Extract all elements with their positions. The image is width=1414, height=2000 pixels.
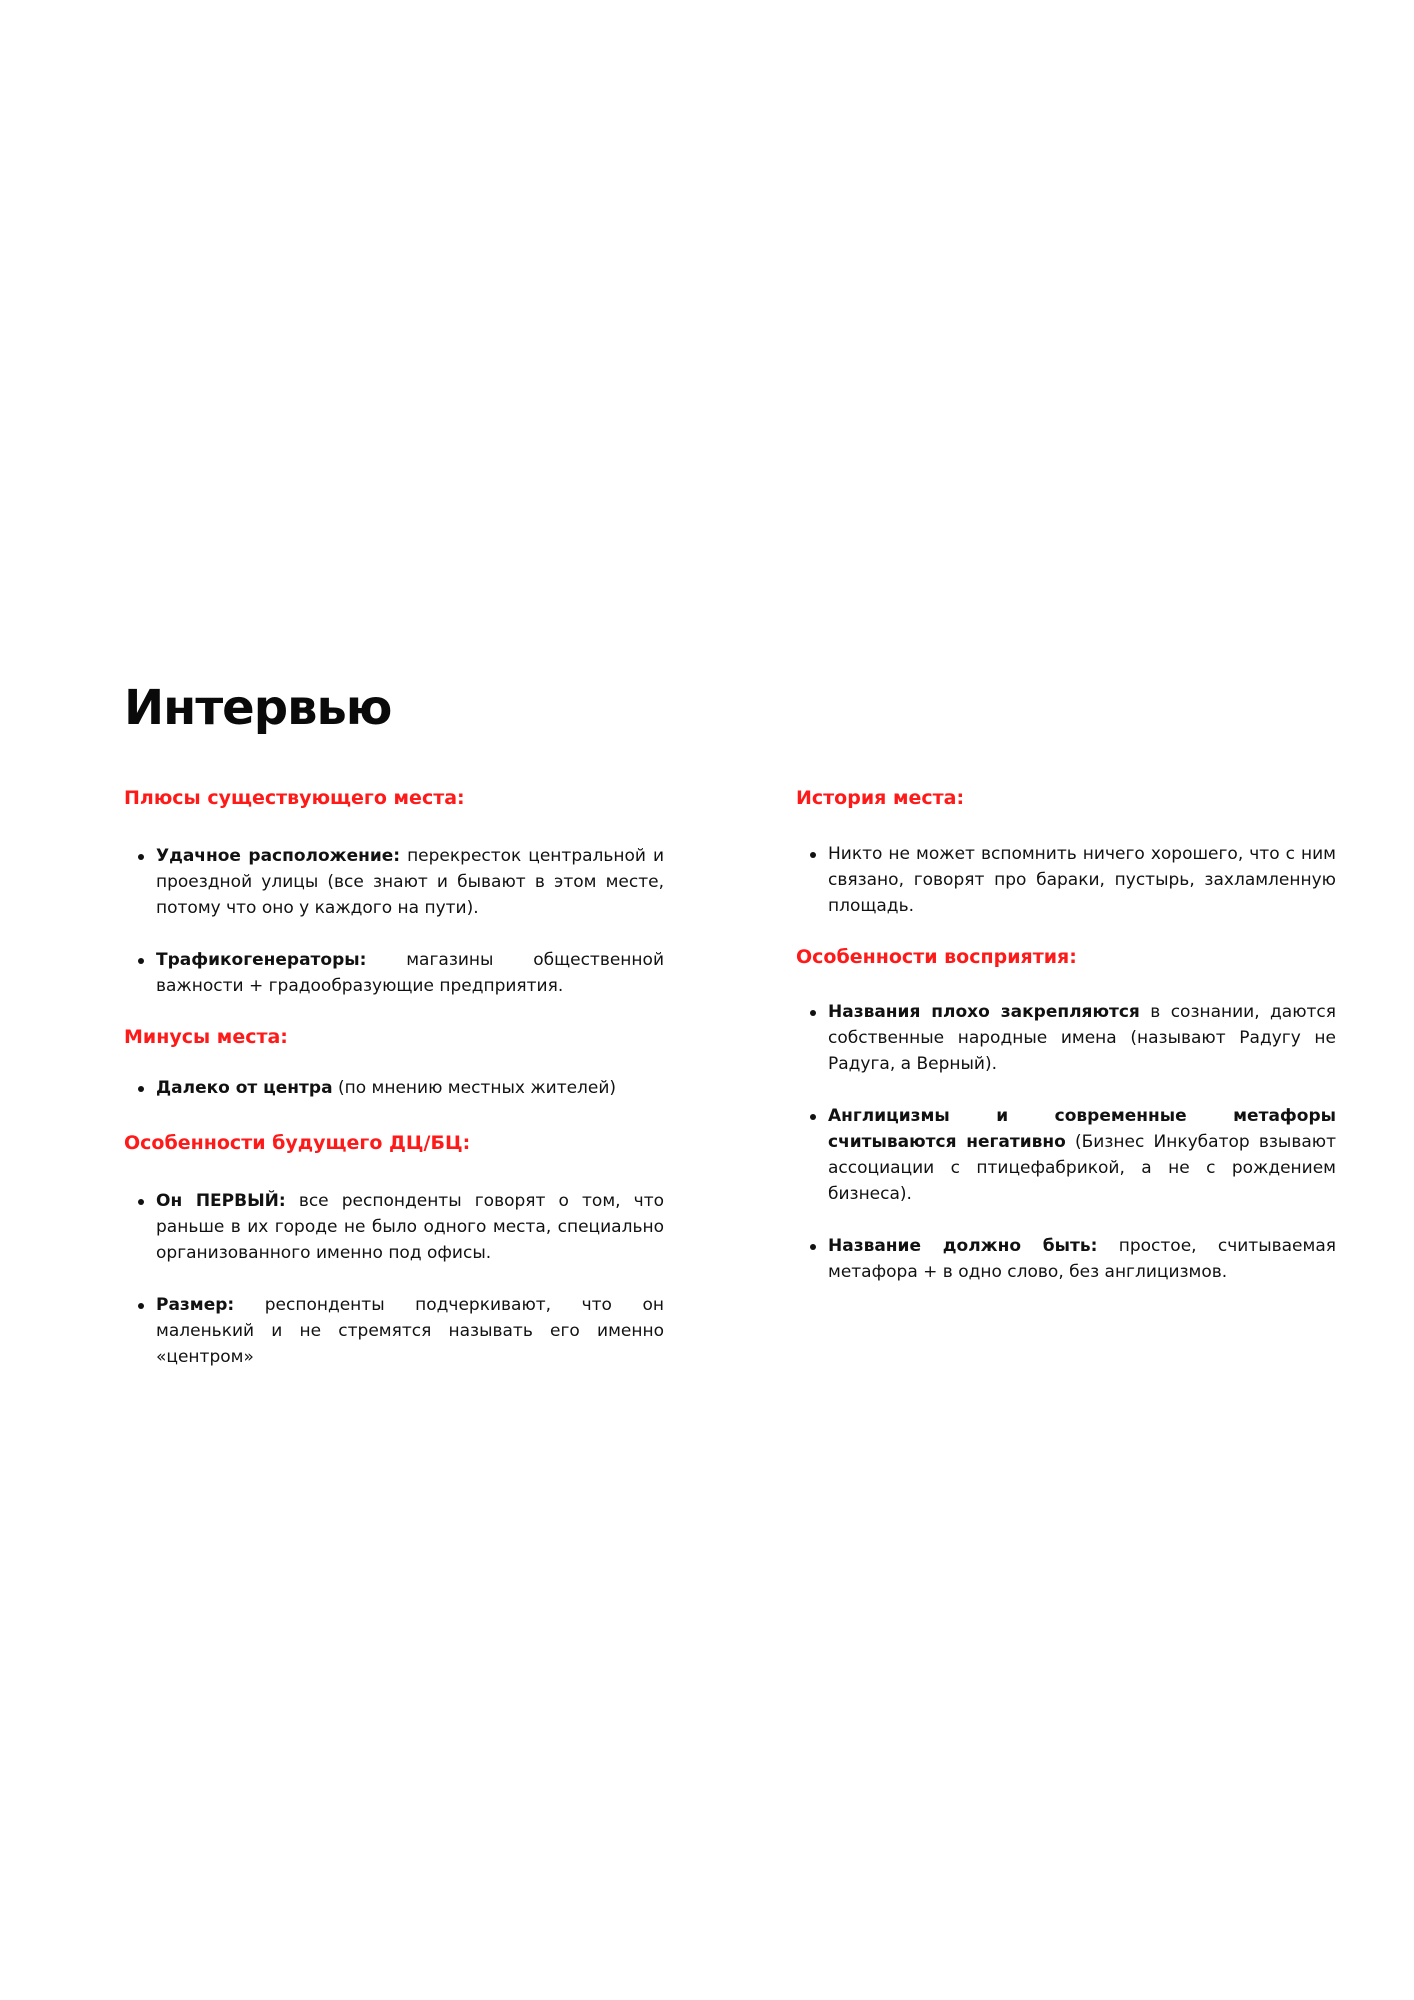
- right-column: [796, 786, 1336, 1285]
- future-heading: Особенности будущего ДЦ/БЦ:: [124, 1132, 471, 1155]
- perception-list: [796, 999, 1336, 1285]
- list-item-text: магазины общественной важности + градообразующие предприятия.: [156, 949, 664, 996]
- list-item-text: в сознании, даются собственные народные имена (называют Радугу не Радуга, а Верный).: [828, 1002, 1337, 1075]
- list-item: [124, 1188, 664, 1266]
- list-item-bold: Он ПЕРВЫЙ:: [156, 1191, 286, 1212]
- list-item-text: перекресток центральной и проездной улицы (все знают и бывают в этом месте, потому что оно у каждого на пути).: [156, 845, 664, 918]
- list-item: [796, 999, 1336, 1077]
- list-item: [796, 841, 1336, 919]
- list-item-text: респонденты подчеркивают, что он маленький и не стремятся называть его именно «центром»: [156, 1295, 664, 1368]
- list-item: [124, 1292, 664, 1370]
- list-item-text: простое, считываемая метафора + в одно слово, без англицизмов.: [828, 1236, 1336, 1283]
- list-item-text: (Бизнес Инкубатор взывают ассоциации с птицефабрикой, а не с рождением бизнеса).: [828, 1132, 1337, 1205]
- history-heading: История места:: [796, 787, 965, 809]
- page-title: Интервью: [124, 680, 392, 736]
- history-list: [796, 841, 1336, 919]
- future-list: [124, 1188, 664, 1370]
- perception-heading: Особенности восприятия:: [796, 945, 1077, 968]
- list-item: [124, 843, 664, 921]
- list-item: [124, 947, 664, 999]
- list-item-bold: Англицизмы и современные метафоры считываются негативно: [828, 1106, 1336, 1153]
- list-item: [796, 1233, 1336, 1285]
- list-item: [124, 1075, 664, 1101]
- left-column: [124, 786, 664, 1370]
- list-item-text: все респонденты говорят о том, что раньше в их городе не было одного места, специально организованного именно под офисы.: [156, 1191, 664, 1264]
- minuses-heading: Минусы места:: [124, 1025, 288, 1048]
- pluses-list: [124, 843, 664, 999]
- list-item-text: (по мнению местных жителей): [332, 1078, 617, 1099]
- pluses-heading: Плюсы существующего места:: [124, 787, 465, 809]
- list-item-text: Никто не может вспомнить ничего хорошего, что с ним связано, говорят про бараки, пустырь, захламленную площадь.: [828, 843, 1336, 916]
- list-item: [796, 1103, 1336, 1207]
- list-item-bold: Размер:: [156, 1295, 235, 1316]
- list-item-bold: Далеко от центра: [156, 1078, 333, 1099]
- list-item-bold: Название должно быть:: [828, 1236, 1098, 1257]
- list-item-bold: Названия плохо закрепляются: [828, 1002, 1140, 1023]
- list-item-bold: Удачное расположение:: [156, 845, 401, 866]
- list-item-bold: Трафикогенераторы:: [156, 949, 367, 970]
- minuses-list: [124, 1075, 664, 1101]
